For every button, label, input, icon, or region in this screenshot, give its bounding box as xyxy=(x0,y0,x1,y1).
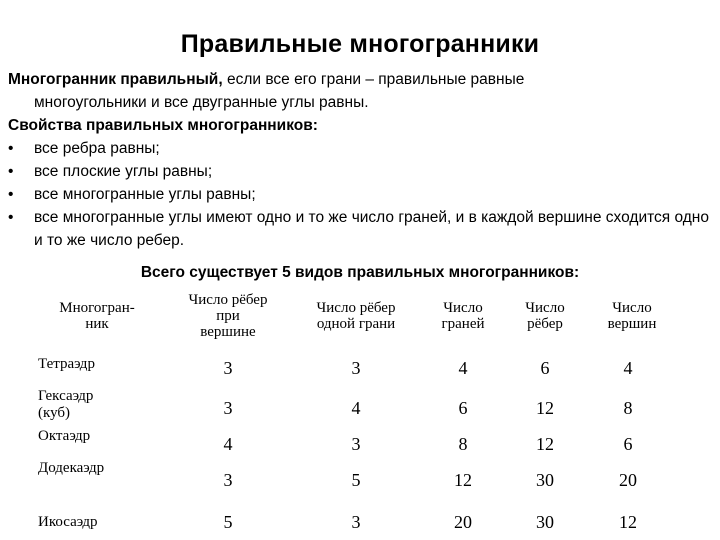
table-cell: 4 xyxy=(351,398,361,418)
table-cell: 6 xyxy=(540,358,550,378)
table-cell: 5 xyxy=(223,512,233,532)
total-statement: Всего существует 5 видов правильных многогранников: xyxy=(140,264,580,281)
table-row-name: Додекаэдр xyxy=(38,460,105,476)
table-cell: 6 xyxy=(458,398,468,418)
table-cell: 3 xyxy=(351,358,361,378)
bullet-icon: • xyxy=(8,140,14,157)
table-row-name: Икосаэдр xyxy=(38,514,98,530)
property-text: все многогранные углы равны; xyxy=(34,186,256,203)
property-text: все многогранные углы имеют одно и то же число граней, и в каждой вершине сходится одно и то же число ребер. xyxy=(34,209,709,249)
definition-lead: Многогранник правильный, xyxy=(8,71,223,88)
property-item xyxy=(8,183,713,206)
table-cell: 5 xyxy=(351,470,361,490)
table-cell: 3 xyxy=(351,434,361,454)
page-title: Правильные многогранники xyxy=(180,30,540,58)
table-cell: 3 xyxy=(223,358,233,378)
table-cell: 8 xyxy=(458,434,468,454)
table-cell: 3 xyxy=(351,512,361,532)
table-row-name: Гексаэдр (куб) xyxy=(38,388,94,421)
table-cell: 6 xyxy=(623,434,633,454)
bullet-icon: • xyxy=(8,186,14,203)
properties-list xyxy=(8,137,713,252)
table-cell: 4 xyxy=(458,358,468,378)
property-text: все ребра равны; xyxy=(34,140,160,157)
table-cell: 20 xyxy=(454,512,472,532)
definition-line-1 xyxy=(8,68,713,91)
property-item xyxy=(8,137,713,160)
bullet-icon: • xyxy=(8,209,14,226)
bullet-icon: • xyxy=(8,163,14,180)
property-text: все плоские углы равны; xyxy=(34,163,213,180)
table-cell: 12 xyxy=(536,434,554,454)
table-cell: 30 xyxy=(536,512,554,532)
table-row-name: Октаэдр xyxy=(38,428,91,444)
table-cell: 3 xyxy=(223,470,233,490)
table-row-name: Тетраэдр xyxy=(38,356,95,372)
table-header-0: Многогран- ник xyxy=(59,300,135,332)
table-header-3: Число граней xyxy=(441,300,485,332)
table-cell: 30 xyxy=(536,470,554,490)
definition-rest: если все его грани – правильные равные xyxy=(222,71,525,88)
table-header-5: Число вершин xyxy=(607,300,657,332)
table-cell: 3 xyxy=(223,398,233,418)
table-cell: 12 xyxy=(454,470,472,490)
table-header-2: Число рёбер одной грани xyxy=(316,300,396,332)
table-cell: 4 xyxy=(623,358,633,378)
table-cell: 8 xyxy=(623,398,633,418)
property-item xyxy=(8,160,713,183)
table-cell: 20 xyxy=(619,470,637,490)
polyhedra-table xyxy=(38,290,678,538)
property-item xyxy=(8,206,713,252)
definition-line-2: многоугольники и все двугранные углы равны. xyxy=(34,94,369,111)
table-cell: 12 xyxy=(536,398,554,418)
table-cell: 4 xyxy=(223,434,233,454)
properties-heading: Свойства правильных многогранников: xyxy=(8,117,318,134)
table-header-4: Число рёбер xyxy=(525,300,565,332)
definition-paragraph xyxy=(8,68,713,114)
table-header-1: Число рёбер при вершине xyxy=(188,292,268,340)
table-cell: 12 xyxy=(619,512,637,532)
